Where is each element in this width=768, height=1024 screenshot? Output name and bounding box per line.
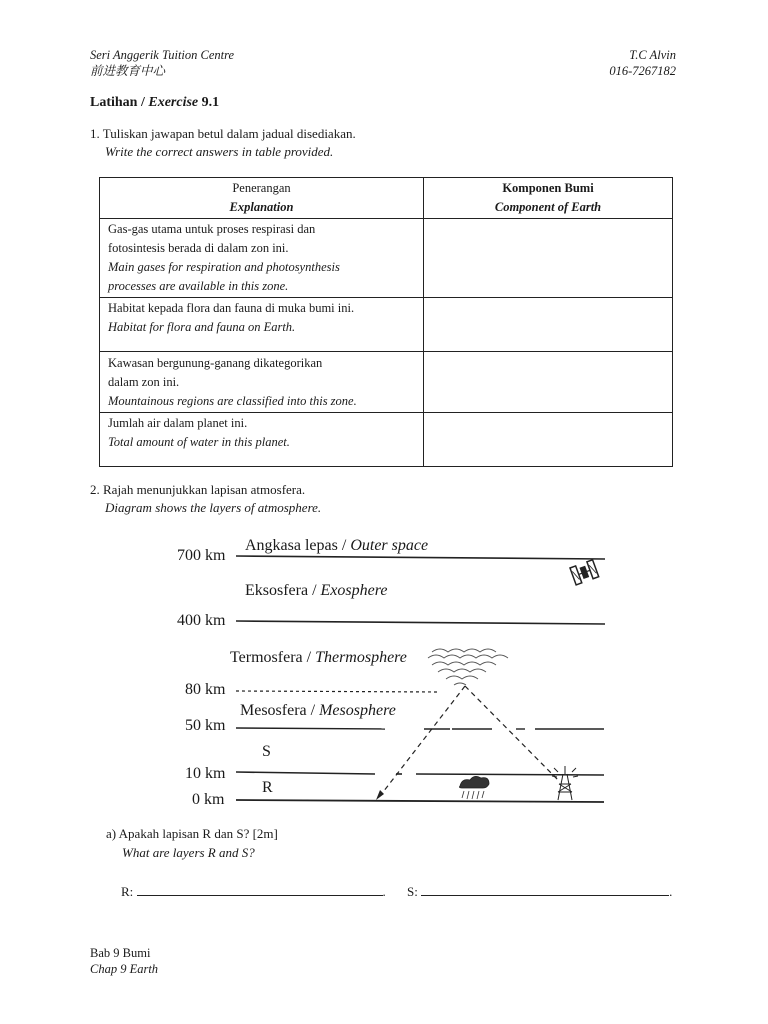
answer-cell[interactable] bbox=[424, 219, 673, 298]
explanation-ms: fotosintesis berada di dalam zon ini. bbox=[108, 241, 289, 255]
explanation-en: processes are available in this zone. bbox=[108, 279, 289, 293]
explanation-ms: dalam zon ini. bbox=[108, 375, 180, 389]
line-80km bbox=[236, 691, 440, 692]
exercise-number: 9.1 bbox=[201, 95, 220, 110]
atmosphere-diagram bbox=[170, 528, 610, 810]
exercise-title-en: Exercise bbox=[148, 95, 199, 110]
explanation-cell bbox=[100, 298, 424, 352]
answer-s-field[interactable] bbox=[421, 883, 669, 896]
header-component bbox=[424, 178, 673, 219]
header-explanation-en: Explanation bbox=[229, 200, 294, 214]
header-right bbox=[609, 47, 676, 79]
thermosphere-en: Thermosphere bbox=[315, 649, 407, 666]
explanation-ms: Jumlah air dalam planet ini. bbox=[108, 416, 248, 430]
explanation-cell bbox=[100, 352, 424, 413]
header-explanation-ms: Penerangan bbox=[232, 181, 291, 195]
explanation-cell bbox=[100, 219, 424, 298]
satellite-icon bbox=[570, 560, 599, 585]
exercise-title bbox=[90, 95, 219, 111]
line-10km-a bbox=[236, 772, 375, 774]
chapter-en: Chap 9 Earth bbox=[90, 962, 159, 976]
question-2-text-ms: Rajah menunjukkan lapisan atmosfera. bbox=[103, 482, 306, 497]
answer-cell[interactable] bbox=[424, 413, 673, 467]
outer-space-ms: Angkasa lepas / bbox=[245, 537, 347, 554]
thermosphere-ms: Termosfera / bbox=[230, 649, 312, 666]
question-1-text-en: Write the correct answers in table provided. bbox=[105, 144, 334, 159]
header-explanation bbox=[100, 178, 424, 219]
line-700km bbox=[236, 556, 605, 559]
altitude-400: 400 km bbox=[177, 612, 226, 629]
answer-s: S: . bbox=[407, 884, 673, 899]
header-left bbox=[90, 47, 234, 79]
explanation-en: Main gases for respiration and photosynthesis bbox=[108, 260, 340, 274]
question-2-number: 2. bbox=[90, 482, 100, 497]
mesosphere-ms: Mesosfera / bbox=[240, 702, 316, 719]
rain-cloud-icon bbox=[459, 776, 489, 799]
aurora-cloud-icon bbox=[428, 649, 508, 685]
altitude-10: 10 km bbox=[185, 765, 226, 782]
explanation-en: Mountainous regions are classified into this zone. bbox=[108, 394, 357, 408]
altitude-0: 0 km bbox=[192, 791, 225, 808]
question-2-text-en: Diagram shows the layers of atmosphere. bbox=[105, 500, 322, 515]
label-exosphere bbox=[245, 582, 387, 599]
table-row bbox=[100, 413, 673, 467]
question-1-text-ms: Tuliskan jawapan betul dalam jadual disediakan. bbox=[102, 126, 356, 141]
exosphere-ms: Eksosfera / bbox=[245, 582, 317, 599]
label-s: S bbox=[262, 743, 271, 760]
explanation-en: Habitat for flora and fauna on Earth. bbox=[108, 320, 296, 334]
altitude-50: 50 km bbox=[185, 717, 226, 734]
exercise-title-ms: Latihan / bbox=[90, 95, 145, 110]
header-component-en: Component of Earth bbox=[494, 200, 602, 214]
answer-table bbox=[99, 177, 673, 467]
question-2a-text-ms: Apakah lapisan R dan S? [2m] bbox=[118, 826, 278, 841]
label-outer-space bbox=[245, 537, 428, 554]
label-mesosphere bbox=[240, 702, 396, 719]
question-1-number: 1. bbox=[90, 126, 100, 141]
explanation-ms: Habitat kepada flora dan fauna di muka bumi ini. bbox=[108, 301, 355, 315]
line-50km-a bbox=[236, 728, 385, 729]
header-component-ms: Komponen Bumi bbox=[502, 181, 594, 195]
line-400km bbox=[236, 621, 605, 624]
footer bbox=[90, 945, 158, 977]
tutor-name: T.C Alvin bbox=[629, 48, 676, 62]
table-header-row bbox=[100, 178, 673, 219]
answer-s-label: S: bbox=[407, 884, 418, 899]
exosphere-en: Exosphere bbox=[320, 582, 388, 599]
question-1 bbox=[90, 125, 356, 161]
arrow-head-icon bbox=[376, 790, 384, 800]
explanation-cell bbox=[100, 413, 424, 467]
mesosphere-en: Mesosphere bbox=[319, 702, 396, 719]
question-2a-text-en: What are layers R and S? bbox=[122, 845, 255, 860]
explanation-ms: Gas-gas utama untuk proses respirasi dan bbox=[108, 222, 316, 236]
question-2 bbox=[90, 481, 321, 517]
table-row bbox=[100, 298, 673, 352]
answer-r-label: R: bbox=[121, 884, 134, 899]
line-0km bbox=[236, 800, 604, 802]
label-r: R bbox=[262, 779, 273, 796]
label-thermosphere bbox=[230, 649, 407, 666]
transmission-tower-icon bbox=[552, 766, 578, 800]
answer-cell[interactable] bbox=[424, 298, 673, 352]
outer-space-en: Outer space bbox=[350, 537, 429, 554]
answer-r: R: . bbox=[121, 884, 386, 899]
tutor-phone: 016-7267182 bbox=[609, 64, 676, 78]
chapter-ms: Bab 9 Bumi bbox=[90, 946, 151, 960]
tuition-centre-name-chinese: 前进教育中心 bbox=[90, 64, 166, 78]
altitude-80: 80 km bbox=[185, 681, 226, 698]
line-10km-c bbox=[416, 774, 604, 775]
table-row bbox=[100, 219, 673, 298]
tuition-centre-name: Seri Anggerik Tuition Centre bbox=[90, 48, 235, 62]
explanation-ms: Kawasan bergunung-ganang dikategorikan bbox=[108, 356, 323, 370]
table-row bbox=[100, 352, 673, 413]
answer-r-field[interactable] bbox=[137, 883, 383, 896]
explanation-en: Total amount of water in this planet. bbox=[108, 435, 290, 449]
altitude-700: 700 km bbox=[177, 547, 226, 564]
answer-cell[interactable] bbox=[424, 352, 673, 413]
question-2a bbox=[106, 824, 278, 862]
question-2a-label: a) bbox=[106, 826, 117, 841]
